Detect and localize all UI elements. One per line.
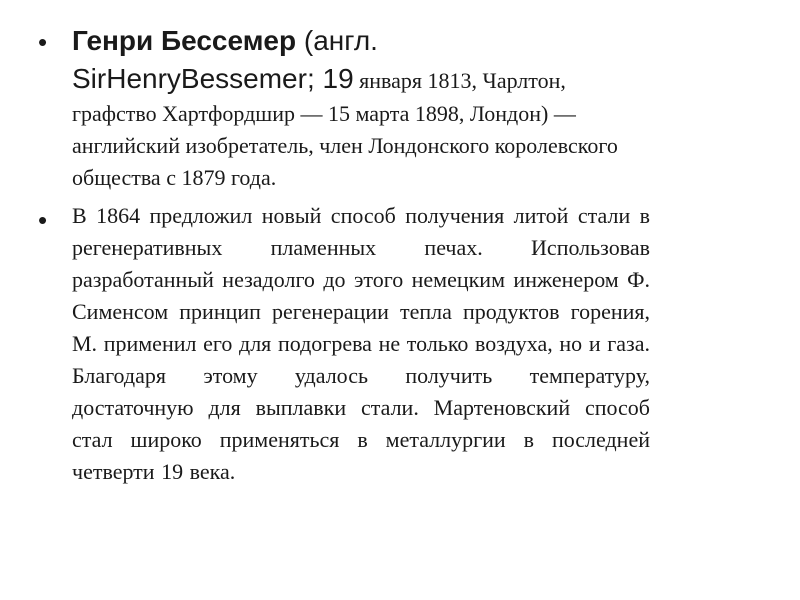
bullet-marker: • (38, 27, 48, 57)
bullet-item-bessemer-bio (38, 22, 650, 194)
invention-paragraph: В 1864 предложил новый способ получения литой стали в регенеративных пламенных печах. Использовав разработанный незадолго до этого немецким инженером Ф. Сименсом принцип регенерации тепла продуктов горения, М. применил его для подогрева не только воздуха, но и газа. Благодаря этому удалось получить температуру, достаточную для выплавки стали. Мартеновский способ стал широко применяться в металлургии в последней четверти 19 века. (72, 203, 650, 484)
english-name: SirHenryBessemer; 19 (72, 63, 354, 94)
bullet-item-invention (38, 200, 650, 488)
person-name: Генри Бессемер (72, 25, 297, 56)
bullet-marker: • (38, 205, 48, 235)
bio-paragraph (72, 22, 650, 194)
paren-english-label: (англ. (296, 25, 378, 56)
bullet-list (38, 22, 650, 488)
bio-details: января 1813, Чарлтон, графство Хартфордшир — 15 марта 1898, Лондон) — английский изобретатель, член Лондонского королевского общества с 1879 года. (72, 68, 618, 190)
